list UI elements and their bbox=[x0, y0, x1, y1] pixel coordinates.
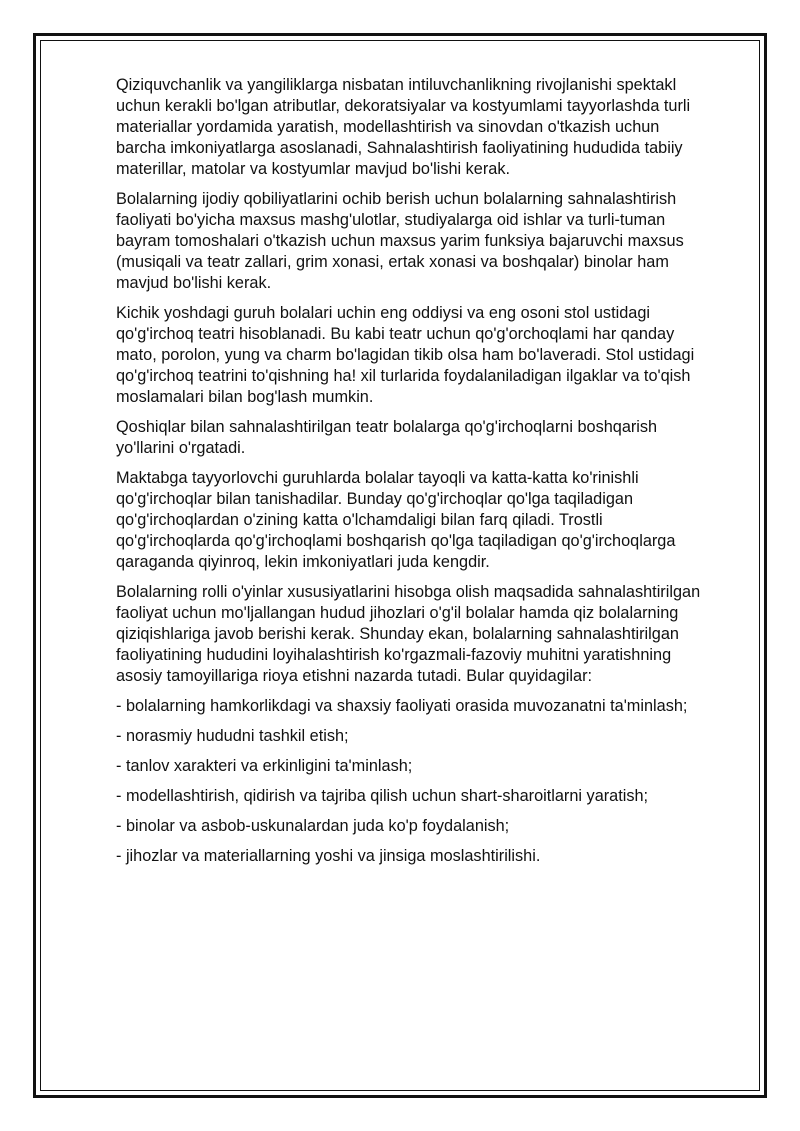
paragraph: Maktabga tayyorlovchi guruhlarda bolalar tayoqli va katta-katta ko'rinishli qo'g'irchoqlar bilan tanishadilar. Bunday qo'g'irchoqlar qo'lga taqiladigan qo'g'irchoqlardan o'zining katta o'lchamdaligi bilan farq qiladi. Trostli qo'g'irchoqlarda qo'g'irchoqlami boshqarish qo'lga taqiladigan qo'g'irchoqlarga qaraganda qiyinroq, lekin imkoniyatlari juda kengdir. bbox=[116, 469, 676, 571]
list-item: - bolalarning hamkorlikdagi va shaxsiy faoliyati orasida muvozanatni ta'minlash; bbox=[116, 697, 688, 715]
list-item: - modellashtirish, qidirish va tajriba qilish uchun shart-sharoitlarni yaratish; bbox=[116, 787, 649, 805]
paragraph: Qiziquvchanlik va yangiliklarga nisbatan intiluvchanlikning rivojlanishi spektakl uchun kerakli bo'lgan atributlar, dekoratsiyalar va kostyumlami tayyorlashda turli materiallar yordamida yaratish, modellashtirish va sinovdan o'tkazish uchun barcha imkoniyatlarga asoslanadi, Sahnalashtirish faoliyatining hududida tabiiy materillar, matolar va kostyumlar mavjud bo'lishi kerak. bbox=[116, 76, 691, 178]
list-item: - tanlov xarakteri va erkinligini ta'minlash; bbox=[116, 757, 413, 775]
document-body bbox=[116, 75, 706, 876]
paragraph: Kichik yoshdagi guruh bolalari uchin eng oddiysi va eng osoni stol ustidagi qo'g'irchoq teatri hisoblanadi. Bu kabi teatr uchun qo'g'orchoqlami har qanday mato, porolon, yung va charm bo'lagidan tikib olsa ham bo'laveradi. Stol ustidagi qo'g'irchoq teatrini to'qishning ha! xil turlarida foydalaniladigan ilgaklar va to'qish moslamalari bilan bog'lash mumkin. bbox=[116, 304, 695, 406]
paragraph: Bolalarning ijodiy qobiliyatlarini ochib berish uchun bolalarning sahnalashtirish faoliyati bo'yicha maxsus mashg'ulotlar, studiyalarga oid ishlar va turli-tuman bayram tomoshalari o'tkazish uchun maxsus yarim funksiya bajaruvchi maxsus (musiqali va teatr zallari, grim xonasi, ertak xonasi va boshqalar) binolar ham mavjud bo'lishi kerak. bbox=[116, 190, 684, 292]
paragraph: Bolalarning rolli o'yinlar xususiyatlarini hisobga olish maqsadida sahnalashtirilgan faoliyat uchun mo'ljallangan hudud jihozlari o'g'il bolalar hamda qiz bolalarning qiziqishlariga javob berishi kerak. Shunday ekan, bolalarning sahnalashtirilgan faoliyatining hududini loyihalashtirish ko'rgazmali-fazoviy muhitni yaratishning asosiy tamoyillariga rioya etishni nazarda tutadi. Bular quyidagilar: bbox=[116, 583, 701, 685]
list-item: - jihozlar va materiallarning yoshi va jinsiga moslashtirilishi. bbox=[116, 847, 541, 865]
paragraph: Qoshiqlar bilan sahnalashtirilgan teatr bolalarga qo'g'irchoqlarni boshqarish yo'llarini o'rgatadi. bbox=[116, 418, 658, 457]
list-item: - norasmiy hududni tashkil etish; bbox=[116, 727, 349, 745]
list-item: - binolar va asbob-uskunalardan juda ko'p foydalanish; bbox=[116, 817, 510, 835]
